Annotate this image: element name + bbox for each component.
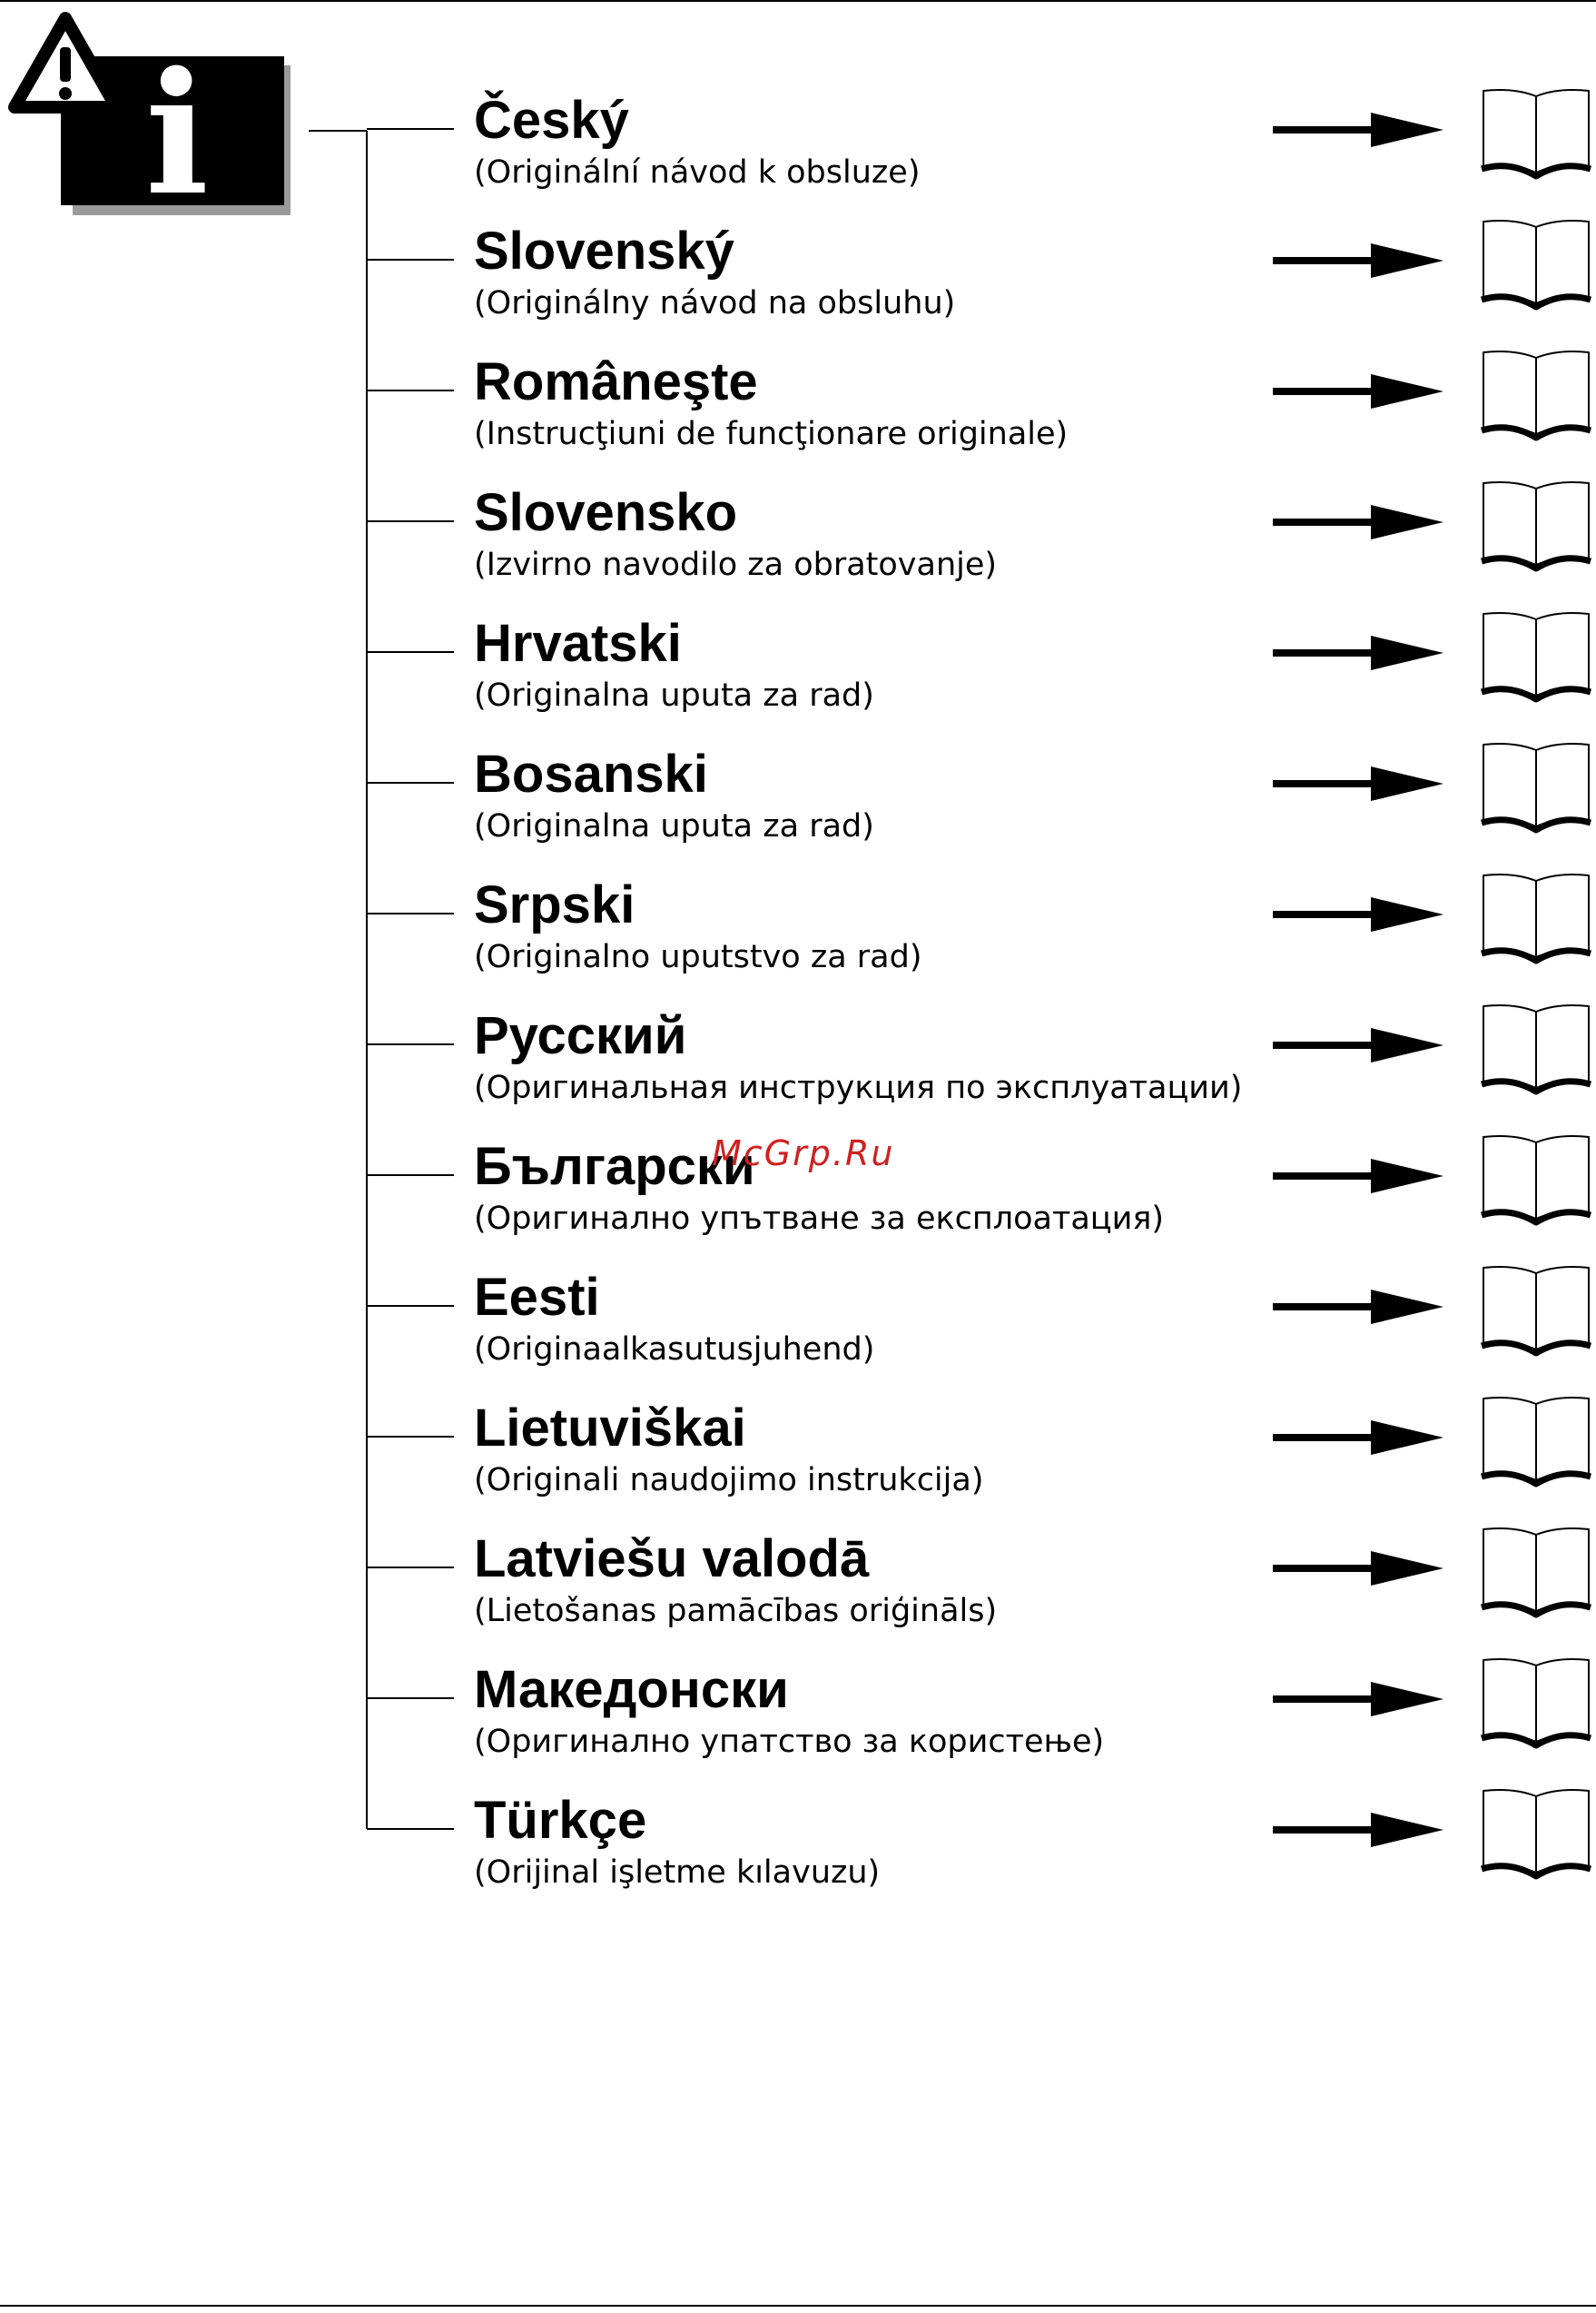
book-icon <box>1482 1790 1591 1876</box>
book-icon <box>1482 613 1591 699</box>
language-entry <box>474 875 1291 977</box>
arrow-right-icon <box>1273 1028 1443 1063</box>
arrow-right-icon <box>1273 1813 1443 1847</box>
row-icons <box>1262 866 1596 966</box>
language-name: Русский <box>474 1006 687 1065</box>
svg-text:i: i <box>144 35 210 227</box>
language-subtitle: (Originalna uputa za rad) <box>474 677 874 714</box>
arrow-right-icon <box>1273 113 1443 147</box>
book-icon <box>1482 482 1591 568</box>
arrow-right-icon <box>1273 766 1443 801</box>
arrow-right-icon <box>1273 243 1443 278</box>
language-subtitle: (Originali naudojimo instrukcija) <box>474 1462 984 1498</box>
language-name: Eesti <box>474 1268 600 1327</box>
row-icons <box>1262 997 1596 1097</box>
page-bottom-rule <box>0 2305 1596 2307</box>
book-icon <box>1482 1136 1591 1222</box>
row-icons <box>1262 736 1596 835</box>
arrow-right-icon <box>1273 505 1443 539</box>
language-entry <box>474 1791 1291 1893</box>
book-icon <box>1482 221 1591 307</box>
language-name: Româneşte <box>474 352 758 411</box>
language-entry <box>474 483 1291 585</box>
book-icon <box>1482 1005 1591 1092</box>
row-icons <box>1262 1389 1596 1489</box>
language-subtitle: (Originalno uputstvo za rad) <box>474 939 922 975</box>
language-entry <box>474 745 1291 846</box>
row-icons <box>1262 605 1596 705</box>
language-subtitle: (Lietošanas pamācības oriģināls) <box>474 1593 998 1629</box>
language-entry <box>474 1268 1291 1369</box>
language-name: Hrvatski <box>474 614 682 673</box>
row-icons <box>1262 1128 1596 1228</box>
language-name: Lietuviškai <box>474 1399 746 1458</box>
language-name: Slovenský <box>474 222 734 281</box>
book-icon <box>1482 90 1591 176</box>
language-name: Türkçe <box>474 1791 647 1850</box>
book-icon <box>1482 1398 1591 1484</box>
arrow-right-icon <box>1273 1159 1443 1193</box>
language-entry <box>474 222 1291 323</box>
arrow-right-icon <box>1273 1290 1443 1324</box>
language-entry <box>474 91 1291 193</box>
watermark: McGrp.Ru <box>712 1133 895 1173</box>
row-icons <box>1262 343 1596 443</box>
language-subtitle: (Originální návod k obsluze) <box>474 154 921 191</box>
language-entry <box>474 1399 1291 1500</box>
language-subtitle: (Originálny návod na obsluhu) <box>474 285 956 321</box>
arrow-right-icon <box>1273 1420 1443 1455</box>
language-subtitle: (Originalna uputa za rad) <box>474 808 874 845</box>
arrow-right-icon <box>1273 374 1443 409</box>
tree-connector <box>0 0 472 1907</box>
language-subtitle: (Instrucţiuni de funcţionare originale) <box>474 416 1069 452</box>
row-icons <box>1262 1259 1596 1359</box>
language-entry <box>474 614 1291 716</box>
language-subtitle: (Orijinal işletme kılavuzu) <box>474 1854 881 1891</box>
row-icons <box>1262 1520 1596 1620</box>
language-name: Български <box>474 1137 755 1196</box>
book-icon <box>1482 1267 1591 1353</box>
row-icons <box>1262 474 1596 574</box>
book-icon <box>1482 744 1591 830</box>
row-icons <box>1262 1782 1596 1882</box>
language-subtitle: (Оригинальная инструкция по эксплуатации) <box>474 1070 1243 1106</box>
language-subtitle: (Originaalkasutusjuhend) <box>474 1331 875 1368</box>
language-entry <box>474 352 1291 454</box>
language-name: Latviešu valodā <box>474 1529 870 1588</box>
book-icon <box>1482 1659 1591 1745</box>
language-entry <box>474 1660 1291 1762</box>
language-entry <box>474 1529 1291 1631</box>
book-icon <box>1482 351 1591 438</box>
arrow-right-icon <box>1273 1551 1443 1586</box>
arrow-right-icon <box>1273 636 1443 670</box>
row-icons <box>1262 213 1596 312</box>
language-name: Srpski <box>474 875 635 934</box>
book-icon <box>1482 875 1591 961</box>
language-name: Slovensko <box>474 483 738 542</box>
language-name: Český <box>474 91 629 150</box>
language-entry <box>474 1006 1291 1108</box>
book-icon <box>1482 1528 1591 1615</box>
language-name: Македонски <box>474 1660 789 1719</box>
arrow-right-icon <box>1273 897 1443 932</box>
row-icons <box>1262 1651 1596 1751</box>
language-subtitle: (Оригинално упътване за експлоатация) <box>474 1201 1165 1237</box>
row-icons <box>1262 82 1596 182</box>
language-subtitle: (Izvirno navodilo za obratovanje) <box>474 547 998 583</box>
arrow-right-icon <box>1273 1682 1443 1716</box>
language-subtitle: (Оригинално упатство за користење) <box>474 1724 1105 1760</box>
language-name: Bosanski <box>474 745 708 804</box>
